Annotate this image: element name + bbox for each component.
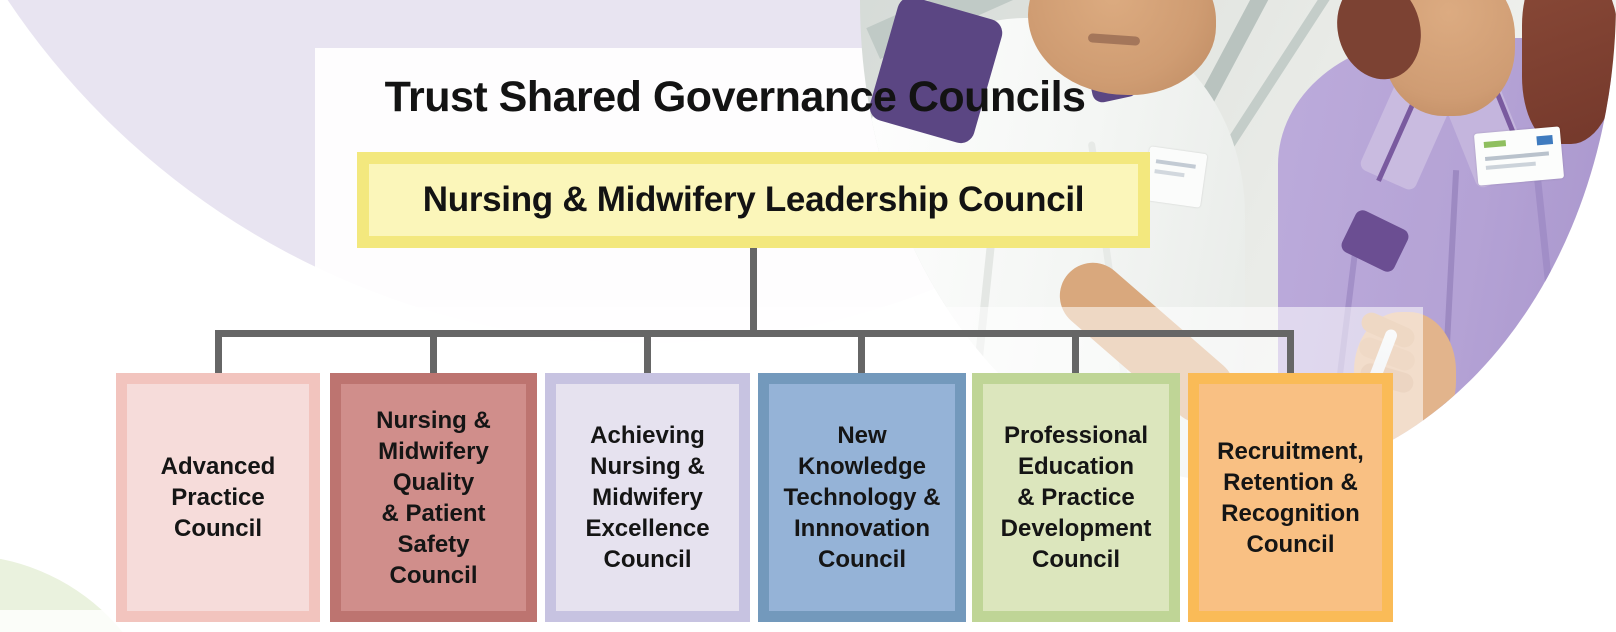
name-badge: [1474, 126, 1564, 185]
council-box-label: Achieving Nursing & Midwifery Excellence Council: [585, 422, 710, 573]
council-box-recruitment-retention-recognition: [1188, 373, 1393, 622]
name-badge: [1143, 146, 1208, 208]
connector-drop: [430, 330, 437, 373]
connector-drop: [1287, 330, 1294, 373]
root-council-label: Nursing & Midwifery Leadership Council: [422, 180, 1085, 219]
council-box-label: New Knowledge Technology & Innnovation Council: [783, 422, 941, 573]
council-box-advanced-practice: [116, 373, 320, 622]
connector-drop: [644, 330, 651, 373]
council-box-professional-education-practice-development: [972, 373, 1180, 622]
council-box-label: Professional Education & Practice Development Council: [1000, 422, 1152, 573]
council-box-excellence: [545, 373, 750, 622]
connector-drop: [858, 330, 865, 373]
council-box-label: Advanced Practice Council: [160, 453, 276, 542]
connector-horizontal: [215, 330, 1294, 337]
connector-drop: [1072, 330, 1079, 373]
council-box-label: Nursing & Midwifery Quality & Patient Safety Council: [376, 406, 491, 589]
root-council-box: [357, 152, 1150, 248]
connector-root-vertical: [750, 248, 757, 337]
council-box-quality-patient-safety: [330, 373, 537, 622]
connector-drop: [215, 330, 222, 373]
page-title: Trust Shared Governance Councils: [384, 73, 1086, 121]
red-hair: [1522, 0, 1616, 144]
council-box-new-knowledge-technology-innovation: [758, 373, 966, 622]
council-box-label: Recruitment, Retention & Recognition Council: [1217, 437, 1364, 558]
